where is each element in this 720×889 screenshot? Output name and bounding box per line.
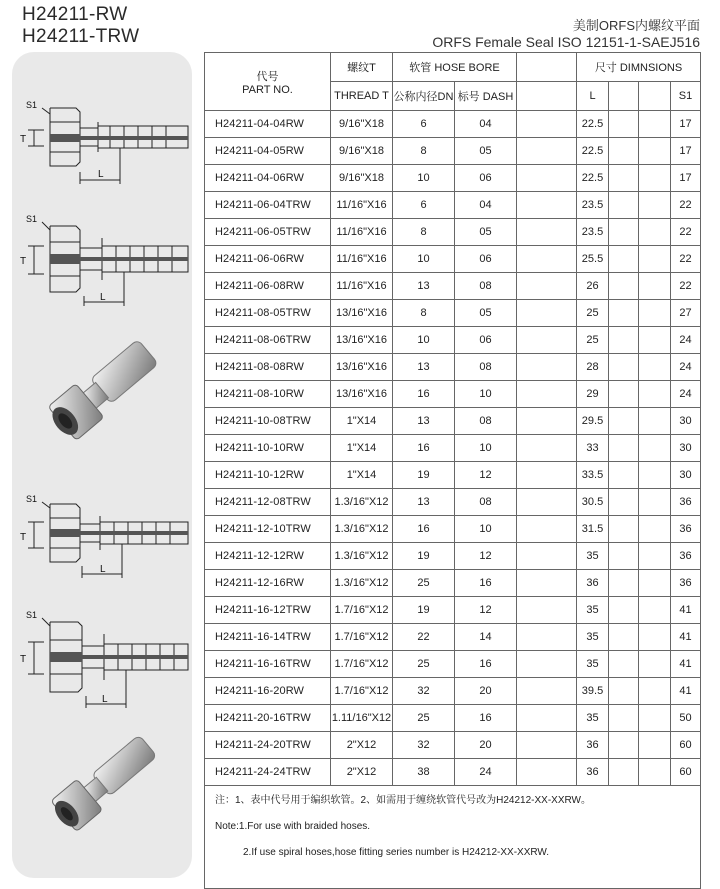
cell-l: 22.5 <box>577 165 609 192</box>
cell-blank <box>517 489 577 516</box>
cell-part-no: H24211-08-10RW <box>205 381 331 408</box>
cell-empty-b <box>639 300 671 327</box>
cell-blank <box>517 651 577 678</box>
title-english: ORFS Female Seal ISO 12151-1-SAEJ516 <box>432 34 700 50</box>
cell-dn: 10 <box>393 165 455 192</box>
cell-l: 35 <box>577 543 609 570</box>
table-row <box>205 678 701 705</box>
cell-blank <box>517 678 577 705</box>
cell-dash: 20 <box>455 732 517 759</box>
cell-s1: 22 <box>671 219 701 246</box>
cell-empty-a <box>609 705 639 732</box>
cell-dn: 13 <box>393 354 455 381</box>
cell-l: 28 <box>577 354 609 381</box>
cell-part-no: H24211-04-05RW <box>205 138 331 165</box>
cell-empty-b <box>639 354 671 381</box>
cell-empty-a <box>609 219 639 246</box>
cell-dn: 10 <box>393 327 455 354</box>
cell-dash: 08 <box>455 354 517 381</box>
cell-part-no: H24211-10-12RW <box>205 462 331 489</box>
cell-dn: 25 <box>393 570 455 597</box>
cell-empty-b <box>639 759 671 786</box>
fitting-drawing-4 <box>20 608 190 712</box>
cell-dash: 05 <box>455 138 517 165</box>
cell-blank <box>517 759 577 786</box>
cell-part-no: H24211-12-16RW <box>205 570 331 597</box>
cell-s1: 17 <box>671 138 701 165</box>
fitting-drawing-2 <box>20 212 190 312</box>
cell-empty-a <box>609 462 639 489</box>
cell-l: 30.5 <box>577 489 609 516</box>
cell-empty-a <box>609 408 639 435</box>
cell-thread: 1.3/16"X12 <box>331 489 393 516</box>
cell-dash: 16 <box>455 651 517 678</box>
cell-s1: 24 <box>671 327 701 354</box>
cell-l: 25.5 <box>577 246 609 273</box>
cell-l: 31.5 <box>577 516 609 543</box>
table-row <box>205 570 701 597</box>
l-label: L <box>98 169 104 180</box>
cell-l: 35 <box>577 597 609 624</box>
model-line-2: H24211-TRW <box>22 26 140 47</box>
cell-empty-b <box>639 543 671 570</box>
cell-blank <box>517 111 577 138</box>
cell-empty-a <box>609 300 639 327</box>
cell-blank <box>517 138 577 165</box>
cell-empty-a <box>609 597 639 624</box>
model-line-1: H24211-RW <box>22 4 128 25</box>
cell-l: 36 <box>577 570 609 597</box>
cell-dash: 12 <box>455 462 517 489</box>
table-row <box>205 732 701 759</box>
cell-empty-b <box>639 489 671 516</box>
cell-dash: 12 <box>455 597 517 624</box>
cell-empty-a <box>609 273 639 300</box>
cell-empty-a <box>609 327 639 354</box>
cell-part-no: H24211-06-04TRW <box>205 192 331 219</box>
cell-dash: 10 <box>455 435 517 462</box>
cell-part-no: H24211-06-06RW <box>205 246 331 273</box>
cell-thread: 1.7/16"X12 <box>331 678 393 705</box>
note-english-1: Note:1.For use with braided hoses. <box>215 821 371 832</box>
cell-part-no: H24211-06-08RW <box>205 273 331 300</box>
cell-empty-b <box>639 462 671 489</box>
col-thread-cn: 螺纹T <box>331 53 393 82</box>
cell-empty-b <box>639 408 671 435</box>
cell-s1: 24 <box>671 381 701 408</box>
fitting-drawing-3 <box>20 492 190 584</box>
cell-empty-a <box>609 354 639 381</box>
cell-dn: 25 <box>393 705 455 732</box>
col-part-en: PART NO. <box>242 83 293 96</box>
cell-dn: 6 <box>393 192 455 219</box>
cell-thread: 1"X14 <box>331 462 393 489</box>
cell-s1: 36 <box>671 489 701 516</box>
table-row <box>205 327 701 354</box>
cell-thread: 1.7/16"X12 <box>331 597 393 624</box>
cell-thread: 1.3/16"X12 <box>331 543 393 570</box>
cell-l: 23.5 <box>577 192 609 219</box>
table-row <box>205 543 701 570</box>
cell-part-no: H24211-12-08TRW <box>205 489 331 516</box>
table-row <box>205 192 701 219</box>
cell-blank <box>517 219 577 246</box>
t-label: T <box>20 134 27 145</box>
table-row <box>205 462 701 489</box>
cell-blank <box>517 381 577 408</box>
cell-dn: 16 <box>393 381 455 408</box>
cell-dn: 32 <box>393 678 455 705</box>
cell-l: 22.5 <box>577 138 609 165</box>
cell-empty-b <box>639 570 671 597</box>
cell-l: 33 <box>577 435 609 462</box>
cell-empty-a <box>609 246 639 273</box>
cell-s1: 22 <box>671 192 701 219</box>
cell-dn: 13 <box>393 489 455 516</box>
cell-thread: 13/16"X16 <box>331 354 393 381</box>
cell-dash: 08 <box>455 408 517 435</box>
s1-label: S1 <box>26 610 38 620</box>
spec-title <box>432 18 700 51</box>
cell-blank <box>517 624 577 651</box>
s1-label: S1 <box>26 100 38 110</box>
cell-blank <box>517 435 577 462</box>
cell-dash: 10 <box>455 516 517 543</box>
cell-empty-a <box>609 543 639 570</box>
cell-empty-b <box>639 624 671 651</box>
cell-blank <box>517 570 577 597</box>
model-title <box>22 4 139 48</box>
cell-empty-b <box>639 165 671 192</box>
cell-s1: 50 <box>671 705 701 732</box>
cell-thread: 1"X14 <box>331 435 393 462</box>
cell-empty-b <box>639 597 671 624</box>
cell-empty-a <box>609 111 639 138</box>
col-blank <box>517 53 577 82</box>
cell-empty-a <box>609 732 639 759</box>
l-label: L <box>102 694 108 705</box>
t-label: T <box>20 532 27 543</box>
cell-l: 39.5 <box>577 678 609 705</box>
cell-l: 25 <box>577 300 609 327</box>
cell-thread: 11/16"X16 <box>331 273 393 300</box>
note-chinese: 注：1、表中代号用于编织软管。2、如需用于缠绕软管代号改为H24212-XX-XXRW。 <box>215 795 591 806</box>
table-row <box>205 408 701 435</box>
cell-blank <box>517 354 577 381</box>
cell-empty-b <box>639 111 671 138</box>
cell-dn: 16 <box>393 435 455 462</box>
cell-empty-a <box>609 381 639 408</box>
cell-dn: 19 <box>393 462 455 489</box>
cell-l: 22.5 <box>577 111 609 138</box>
cell-dash: 06 <box>455 327 517 354</box>
l-label: L <box>100 292 106 303</box>
table-row <box>205 516 701 543</box>
cell-s1: 36 <box>671 543 701 570</box>
cell-l: 33.5 <box>577 462 609 489</box>
cell-dn: 16 <box>393 516 455 543</box>
cell-l: 36 <box>577 759 609 786</box>
cell-thread: 13/16"X16 <box>331 327 393 354</box>
table-row <box>205 246 701 273</box>
cell-s1: 36 <box>671 516 701 543</box>
cell-part-no: H24211-04-06RW <box>205 165 331 192</box>
cell-empty-a <box>609 435 639 462</box>
cell-dn: 25 <box>393 651 455 678</box>
cell-part-no: H24211-06-05TRW <box>205 219 331 246</box>
cell-dash: 10 <box>455 381 517 408</box>
cell-empty-a <box>609 138 639 165</box>
cell-blank <box>517 462 577 489</box>
col-s1: S1 <box>671 82 701 111</box>
cell-s1: 41 <box>671 651 701 678</box>
cell-thread: 13/16"X16 <box>331 381 393 408</box>
cell-empty-b <box>639 435 671 462</box>
cell-l: 29 <box>577 381 609 408</box>
cell-dn: 13 <box>393 408 455 435</box>
s1-label: S1 <box>26 494 38 504</box>
cell-empty-a <box>609 489 639 516</box>
cell-blank <box>517 192 577 219</box>
cell-part-no: H24211-08-05TRW <box>205 300 331 327</box>
table-row <box>205 489 701 516</box>
cell-dash: 05 <box>455 219 517 246</box>
cell-thread: 1.11/16"X12 <box>331 705 393 732</box>
cell-dn: 19 <box>393 543 455 570</box>
cell-blank <box>517 246 577 273</box>
fitting-photo-2 <box>40 728 170 838</box>
col-dimensions: 尺寸 DIMNSIONS <box>577 53 701 82</box>
cell-s1: 22 <box>671 273 701 300</box>
table-row <box>205 165 701 192</box>
cell-s1: 36 <box>671 570 701 597</box>
cell-dash: 08 <box>455 489 517 516</box>
cell-dash: 06 <box>455 165 517 192</box>
cell-dash: 12 <box>455 543 517 570</box>
cell-l: 23.5 <box>577 219 609 246</box>
cell-part-no: H24211-24-20TRW <box>205 732 331 759</box>
cell-part-no: H24211-10-08TRW <box>205 408 331 435</box>
spec-table <box>204 52 701 889</box>
cell-s1: 30 <box>671 435 701 462</box>
cell-empty-b <box>639 678 671 705</box>
table-row <box>205 705 701 732</box>
cell-empty-b <box>639 246 671 273</box>
cell-empty-b <box>639 381 671 408</box>
cell-s1: 17 <box>671 165 701 192</box>
cell-thread: 11/16"X16 <box>331 219 393 246</box>
cell-dash: 04 <box>455 192 517 219</box>
cell-blank <box>517 516 577 543</box>
cell-empty-b <box>639 192 671 219</box>
cell-empty-a <box>609 570 639 597</box>
cell-dn: 22 <box>393 624 455 651</box>
cell-dash: 24 <box>455 759 517 786</box>
cell-empty-a <box>609 651 639 678</box>
cell-dn: 32 <box>393 732 455 759</box>
cell-l: 36 <box>577 732 609 759</box>
cell-empty-b <box>639 138 671 165</box>
cell-empty-b <box>639 732 671 759</box>
cell-s1: 27 <box>671 300 701 327</box>
cell-dash: 20 <box>455 678 517 705</box>
cell-s1: 41 <box>671 624 701 651</box>
cell-dash: 16 <box>455 705 517 732</box>
cell-l: 35 <box>577 651 609 678</box>
cell-dash: 05 <box>455 300 517 327</box>
col-dn: 公称内径DN <box>393 82 455 111</box>
cell-empty-a <box>609 516 639 543</box>
cell-blank <box>517 732 577 759</box>
cell-s1: 22 <box>671 246 701 273</box>
t-label: T <box>20 256 27 267</box>
cell-dn: 10 <box>393 246 455 273</box>
table-row <box>205 219 701 246</box>
cell-l: 29.5 <box>577 408 609 435</box>
col-hose-bore: 软管 HOSE BORE <box>393 53 517 82</box>
cell-thread: 2"X12 <box>331 732 393 759</box>
cell-dash: 14 <box>455 624 517 651</box>
cell-empty-a <box>609 759 639 786</box>
col-dash: 标号 DASH <box>455 82 517 111</box>
cell-dash: 06 <box>455 246 517 273</box>
cell-part-no: H24211-12-10TRW <box>205 516 331 543</box>
col-thread-en: THREAD T <box>331 82 393 111</box>
fitting-drawing-1 <box>20 100 190 190</box>
cell-thread: 9/16"X18 <box>331 111 393 138</box>
l-label: L <box>100 564 106 575</box>
cell-empty-b <box>639 273 671 300</box>
cell-blank <box>517 705 577 732</box>
cell-dash: 16 <box>455 570 517 597</box>
cell-thread: 1.7/16"X12 <box>331 624 393 651</box>
fitting-photo-1 <box>40 334 170 444</box>
cell-thread: 2"X12 <box>331 759 393 786</box>
cell-dn: 38 <box>393 759 455 786</box>
cell-blank <box>517 327 577 354</box>
table-row <box>205 138 701 165</box>
cell-empty-a <box>609 678 639 705</box>
cell-empty-b <box>639 219 671 246</box>
col-blank-2 <box>517 82 577 111</box>
cell-dn: 6 <box>393 111 455 138</box>
table-row <box>205 354 701 381</box>
cell-dn: 13 <box>393 273 455 300</box>
table-row <box>205 759 701 786</box>
cell-thread: 1.7/16"X12 <box>331 651 393 678</box>
cell-l: 35 <box>577 705 609 732</box>
cell-dn: 19 <box>393 597 455 624</box>
t-label: T <box>20 654 27 665</box>
table-row <box>205 381 701 408</box>
cell-part-no: H24211-08-08RW <box>205 354 331 381</box>
cell-blank <box>517 300 577 327</box>
cell-part-no: H24211-04-04RW <box>205 111 331 138</box>
cell-part-no: H24211-24-24TRW <box>205 759 331 786</box>
cell-part-no: H24211-16-12TRW <box>205 597 331 624</box>
cell-dn: 8 <box>393 138 455 165</box>
table-row <box>205 435 701 462</box>
cell-part-no: H24211-08-06TRW <box>205 327 331 354</box>
note-english-2: 2.If use spiral hoses,hose fitting series number is H24212-XX-XXRW. <box>243 847 550 858</box>
cell-s1: 41 <box>671 597 701 624</box>
cell-dash: 04 <box>455 111 517 138</box>
cell-part-no: H24211-16-14TRW <box>205 624 331 651</box>
cell-blank <box>517 408 577 435</box>
cell-part-no: H24211-10-10RW <box>205 435 331 462</box>
cell-l: 25 <box>577 327 609 354</box>
cell-empty-a <box>609 165 639 192</box>
cell-blank <box>517 597 577 624</box>
cell-thread: 1"X14 <box>331 408 393 435</box>
col-part-cn: 代号 <box>256 70 279 83</box>
cell-s1: 24 <box>671 354 701 381</box>
cell-dn: 8 <box>393 300 455 327</box>
cell-empty-a <box>609 624 639 651</box>
cell-thread: 13/16"X16 <box>331 300 393 327</box>
col-part-no <box>205 53 331 111</box>
cell-blank <box>517 273 577 300</box>
cell-s1: 41 <box>671 678 701 705</box>
table-row <box>205 597 701 624</box>
cell-s1: 60 <box>671 759 701 786</box>
col-l: L <box>577 82 609 111</box>
cell-s1: 60 <box>671 732 701 759</box>
cell-l: 26 <box>577 273 609 300</box>
table-row <box>205 651 701 678</box>
cell-blank <box>517 543 577 570</box>
table-row <box>205 273 701 300</box>
cell-part-no: H24211-16-20RW <box>205 678 331 705</box>
cell-empty-b <box>639 327 671 354</box>
drawings-panel <box>12 52 192 878</box>
col-empty-a <box>609 82 639 111</box>
cell-part-no: H24211-20-16TRW <box>205 705 331 732</box>
cell-s1: 30 <box>671 462 701 489</box>
cell-thread: 9/16"X18 <box>331 138 393 165</box>
cell-part-no: H24211-12-12RW <box>205 543 331 570</box>
cell-empty-b <box>639 651 671 678</box>
table-row <box>205 111 701 138</box>
table-row <box>205 300 701 327</box>
cell-l: 35 <box>577 624 609 651</box>
cell-empty-b <box>639 516 671 543</box>
cell-dn: 8 <box>393 219 455 246</box>
cell-thread: 11/16"X16 <box>331 192 393 219</box>
cell-thread: 9/16"X18 <box>331 165 393 192</box>
cell-s1: 17 <box>671 111 701 138</box>
cell-blank <box>517 165 577 192</box>
cell-thread: 1.3/16"X12 <box>331 570 393 597</box>
notes <box>205 786 701 889</box>
cell-empty-a <box>609 192 639 219</box>
cell-part-no: H24211-16-16TRW <box>205 651 331 678</box>
cell-thread: 1.3/16"X12 <box>331 516 393 543</box>
table-row <box>205 624 701 651</box>
s1-label: S1 <box>26 214 38 224</box>
cell-thread: 11/16"X16 <box>331 246 393 273</box>
cell-empty-b <box>639 705 671 732</box>
col-empty-b <box>639 82 671 111</box>
title-chinese: 美制ORFS内螺纹平面 <box>572 18 700 33</box>
cell-dash: 08 <box>455 273 517 300</box>
cell-s1: 30 <box>671 408 701 435</box>
